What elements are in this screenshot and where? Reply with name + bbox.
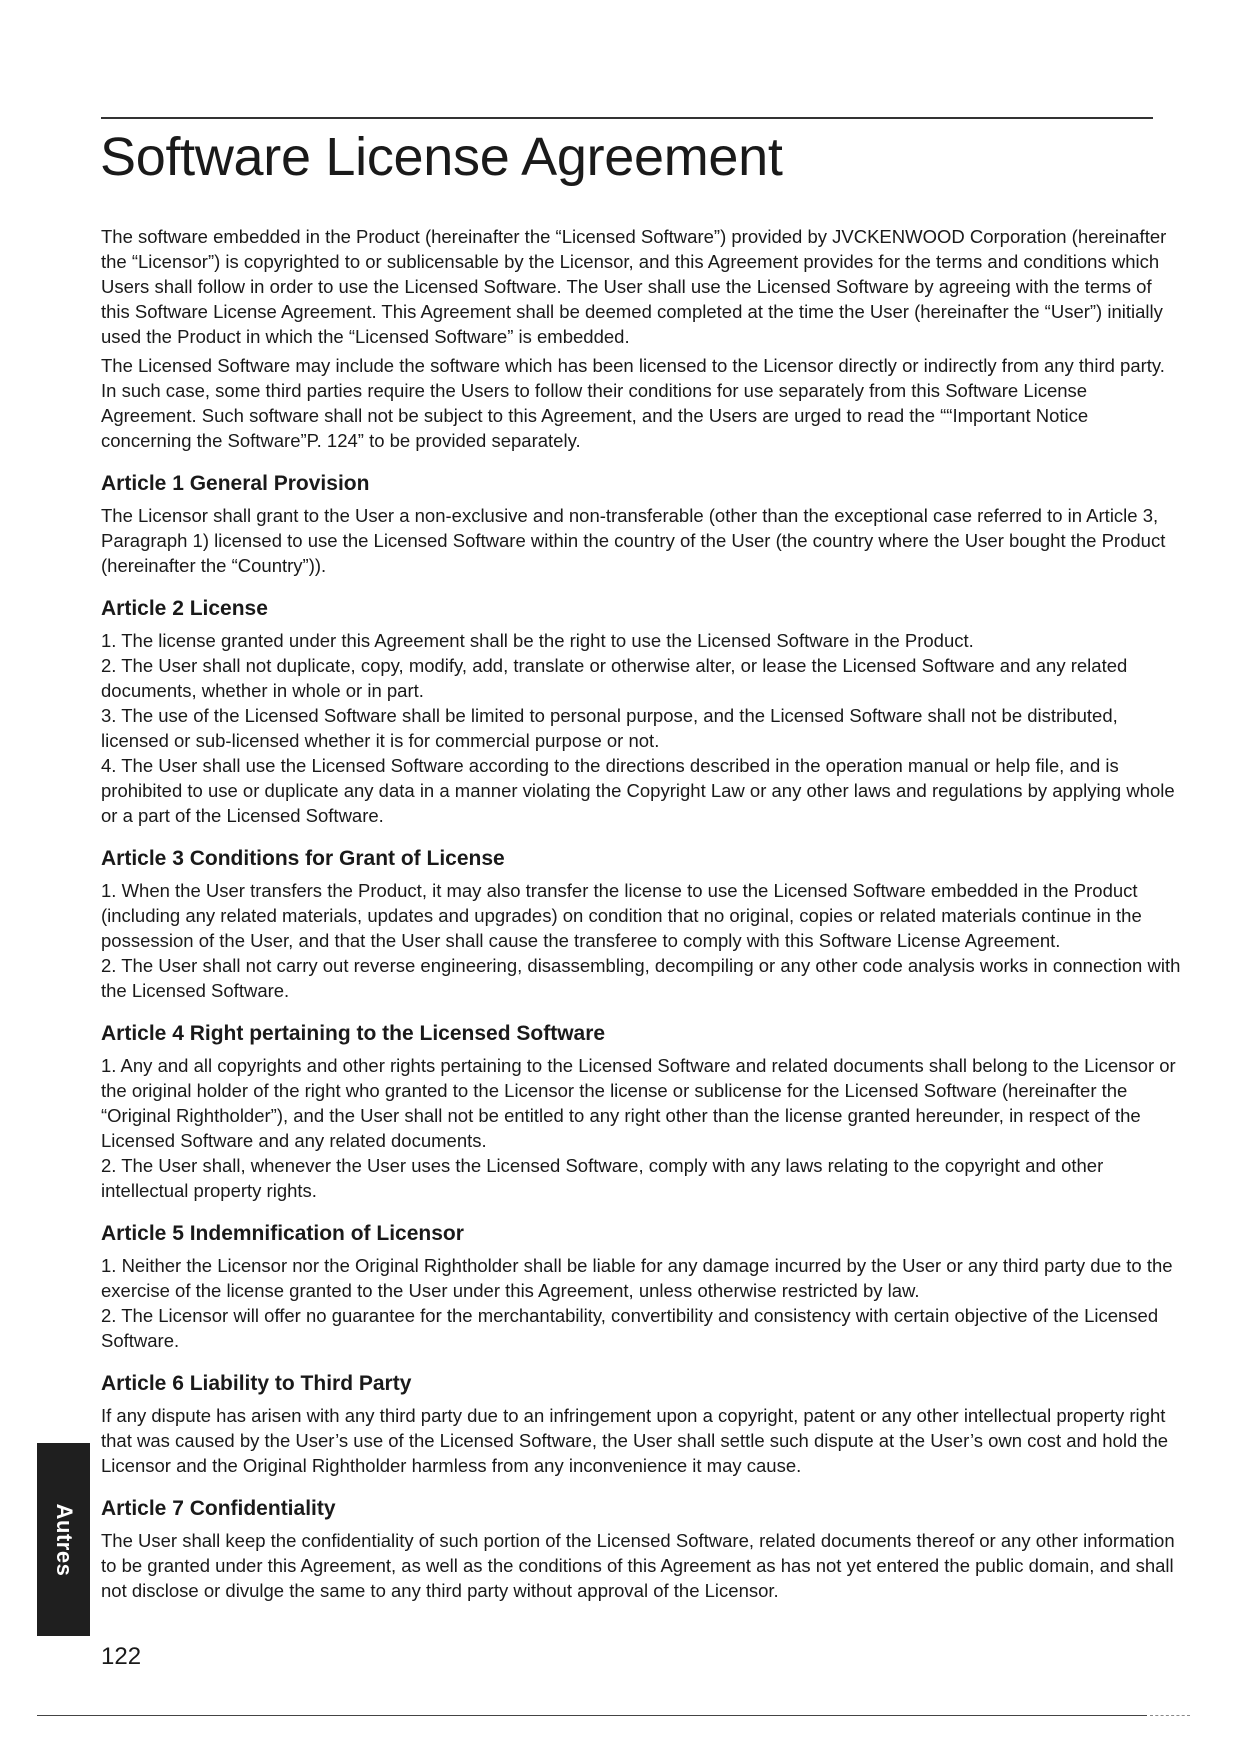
article-clause: 1. Any and all copyrights and other rights pertaining to the Licensed Software and related documents shall belong to the Licensor or the original holder of the right who granted to the Licensor the license or sublicense for the Licensed Software (hereinafter the “Original Rightholder”), and the User shall not be entitled to any right other than the license granted hereunder, in respect of the Licensed Software and any related documents. [101,1055,1176,1151]
article-clause: 4. The User shall use the Licensed Software according to the directions described in the operation manual or help file, and is prohibited to use or duplicate any data in a manner violating the Copyright Law or any other laws and regulations by applying whole or a part of the Licensed Software. [101,755,1175,826]
article-7 [101,1496,1181,1603]
intro-paragraph: The Licensed Software may include the software which has been licensed to the Licensor directly or indirectly from any third party. In such case, some third parties require the Users to follow their conditions for use separately from this Software License Agreement. Such software shall not be subject to this Agreement, and the Users are urged to read the ““Important Notice concerning the Software”P. 124” to be provided separately. [101,355,1165,451]
article-clause: The User shall keep the confidentiality of such portion of the Licensed Software, related documents thereof or any other information to be granted under this Agreement, as well as the conditions of this Agreement as has not yet entered the public domain, and shall not disclose or divulge the same to any third party without approval of the Licensor. [101,1530,1175,1601]
article-clause: 3. The use of the Licensed Software shall be limited to personal purpose, and the Licensed Software shall not be distributed, licensed or sub-licensed whether it is for commercial purpose or not. [101,705,1118,751]
article-2 [101,596,1181,828]
article-clause: 1. When the User transfers the Product, it may also transfer the license to use the Licensed Software embedded in the Product (including any related materials, updates and upgrades) on condition that no original, copies or related materials continue in the possession of the User, and that the User shall cause the transferee to comply with this Software License Agreement. [101,880,1142,951]
article-4 [101,1021,1181,1203]
article-5 [101,1221,1181,1353]
article-clause: 2. The User shall, whenever the User uses the Licensed Software, comply with any laws relating to the copyright and other intellectual property rights. [101,1155,1104,1201]
document-body [101,224,1181,1603]
article-heading: Article 2 License [101,597,268,620]
bottom-divider [37,1715,1147,1716]
article-heading: Article 4 Right pertaining to the Licensed Software [101,1022,606,1045]
article-clause: 2. The Licensor will offer no guarantee for the merchantability, convertibility and consistency with certain objective of the Licensed Software. [101,1305,1159,1351]
article-heading: Article 6 Liability to Third Party [101,1372,412,1395]
article-1 [101,471,1181,578]
article-heading: Article 7 Confidentiality [101,1497,336,1520]
article-clause: 2. The User shall not carry out reverse engineering, disassembling, decompiling or any other code analysis works in connection with the Licensed Software. [101,955,1181,1001]
intro-paragraph: The software embedded in the Product (hereinafter the “Licensed Software”) provided by JVCKENWOOD Corporation (hereinafter the “Licensor”) is copyrighted to or sublicensable by the Licensor, and this Agreement provides for the terms and conditions which Users shall follow in order to use the Licensed Software. The User shall use the Licensed Software by agreeing with the terms of this Software License Agreement. This Agreement shall be deemed completed at the time the User (hereinafter the “User”) initially used the Product in which the “Licensed Software” is embedded. [101,226,1167,347]
article-heading: Article 3 Conditions for Grant of License [101,847,505,870]
page-title: Software License Agreement [100,127,783,187]
article-heading: Article 1 General Provision [101,472,370,495]
article-clause: The Licensor shall grant to the User a non-exclusive and non-transferable (other than the exceptional case referred to in Article 3, Paragraph 1) licensed to use the Licensed Software within the country of the User (the country where the User bought the Product (hereinafter the “Country”)). [101,505,1166,576]
article-clause: 1. Neither the Licensor nor the Original Rightholder shall be liable for any damage incurred by the User or any third party due to the exercise of the license granted to the User under this Agreement, unless otherwise restricted by law. [101,1255,1173,1301]
article-6 [101,1371,1181,1478]
side-tab-label: Autres [51,1503,77,1576]
article-clause: 2. The User shall not duplicate, copy, modify, add, translate or otherwise alter, or lease the Licensed Software and any related documents, whether in whole or in part. [101,655,1128,701]
article-clause: If any dispute has arisen with any third party due to an infringement upon a copyright, patent or any other intellectual property right that was caused by the User’s use of the Licensed Software, the User shall settle such dispute at the User’s own cost and hold the Licensor and the Original Rightholder harmless from any inconvenience it may cause. [101,1405,1169,1476]
top-divider [101,117,1153,119]
article-3 [101,846,1181,1003]
page-number: 122 [101,1643,142,1670]
bottom-divider-tail [1150,1715,1190,1716]
article-heading: Article 5 Indemnification of Licensor [101,1222,464,1245]
article-clause: 1. The license granted under this Agreement shall be the right to use the Licensed Software in the Product. [101,630,974,651]
section-side-tab [37,1443,90,1636]
